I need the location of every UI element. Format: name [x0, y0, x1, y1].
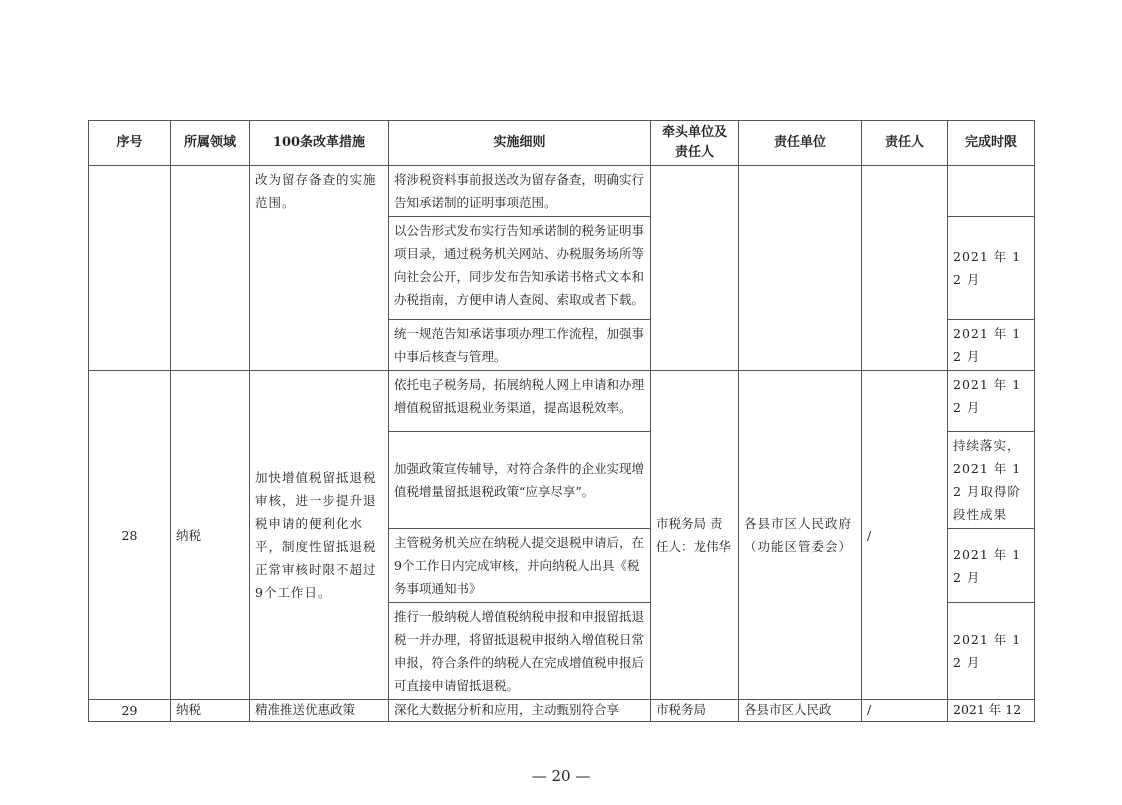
header-measure: 100条改革措施 — [250, 121, 389, 166]
header-no: 序号 — [89, 121, 171, 166]
detail-cell: 统一规范告知承诺事项办理工作流程，加强事中事后核查与管理。 — [389, 320, 651, 371]
header-deadline: 完成时限 — [948, 121, 1035, 166]
row28-lead: 市税务局 责任人：龙伟华 — [651, 371, 739, 700]
table-row — [89, 371, 1035, 432]
deadline-cell: 2021 年 12 月 — [948, 217, 1035, 320]
deadline-cell: 2021 年 12 月 — [948, 603, 1035, 700]
header-domain: 所属领域 — [171, 121, 250, 166]
deadline-cell: 2021 年 12 月 — [948, 320, 1035, 371]
row28-measure: 加快增值税留抵退税审核，进一步提升退税申请的便利化水平，制度性留抵退税正常审核时限不超过9个工作日。 — [250, 371, 389, 700]
row29-deadline: 2021 年 12 — [948, 700, 1035, 722]
row28-no: 28 — [89, 371, 171, 700]
header-unit: 责任单位 — [739, 121, 862, 166]
row29-person: / — [862, 700, 948, 722]
header-lead: 牵头单位及责任人 — [651, 121, 739, 166]
row29-lead: 市税务局 — [651, 700, 739, 722]
deadline-cell: 2021 年 12 月 — [948, 529, 1035, 603]
table-row — [89, 166, 1035, 217]
prev-domain — [171, 166, 250, 371]
prev-no — [89, 166, 171, 371]
row29-detail: 深化大数据分析和应用，主动甄别符合享 — [389, 700, 651, 722]
row29-measure: 精准推送优惠政策 — [250, 700, 389, 722]
row28-domain: 纳税 — [171, 371, 250, 700]
detail-cell: 依托电子税务局，拓展纳税人网上申请和办理增值税留抵退税业务渠道，提高退税效率。 — [389, 371, 651, 432]
row29-no: 29 — [89, 700, 171, 722]
prev-unit — [739, 166, 862, 371]
row29-domain: 纳税 — [171, 700, 250, 722]
table-row — [89, 700, 1035, 722]
detail-cell: 推行一般纳税人增值税纳税申报和申报留抵退税一并办理，将留抵退税申报纳入增值税日常申报，符合条件的纳税人在完成增值税申报后可直接申请留抵退税。 — [389, 603, 651, 700]
header-detail: 实施细则 — [389, 121, 651, 166]
header-person: 责任人 — [862, 121, 948, 166]
prev-person — [862, 166, 948, 371]
detail-cell: 主管税务机关应在纳税人提交退税申请后，在9个工作日内完成审核，并向纳税人出具《税务事项通知书》 — [389, 529, 651, 603]
header-row — [89, 121, 1035, 166]
detail-cell: 以公告形式发布实行告知承诺制的税务证明事项目录，通过税务机关网站、办税服务场所等向社会公开，同步发布告知承诺书格式文本和办税指南，方便申请人查阅、索取或者下载。 — [389, 217, 651, 320]
deadline-cell — [948, 166, 1035, 217]
deadline-cell: 持续落实，2021 年 12 月取得阶段性成果 — [948, 432, 1035, 529]
prev-measure: 改为留存备查的实施范围。 — [250, 166, 389, 371]
reform-table — [88, 120, 1035, 722]
deadline-cell: 2021 年 12 月 — [948, 371, 1035, 432]
detail-cell: 加强政策宣传辅导，对符合条件的企业实现增值税增量留抵退税政策“应享尽享”。 — [389, 432, 651, 529]
detail-cell: 将涉税资料事前报送改为留存备查，明确实行告知承诺制的证明事项范围。 — [389, 166, 651, 217]
row28-person: / — [862, 371, 948, 700]
prev-lead — [651, 166, 739, 371]
page-number: — 20 — — [531, 767, 591, 785]
row28-unit: 各县市区人民政府（功能区管委会） — [739, 371, 862, 700]
row29-unit: 各县市区人民政 — [739, 700, 862, 722]
